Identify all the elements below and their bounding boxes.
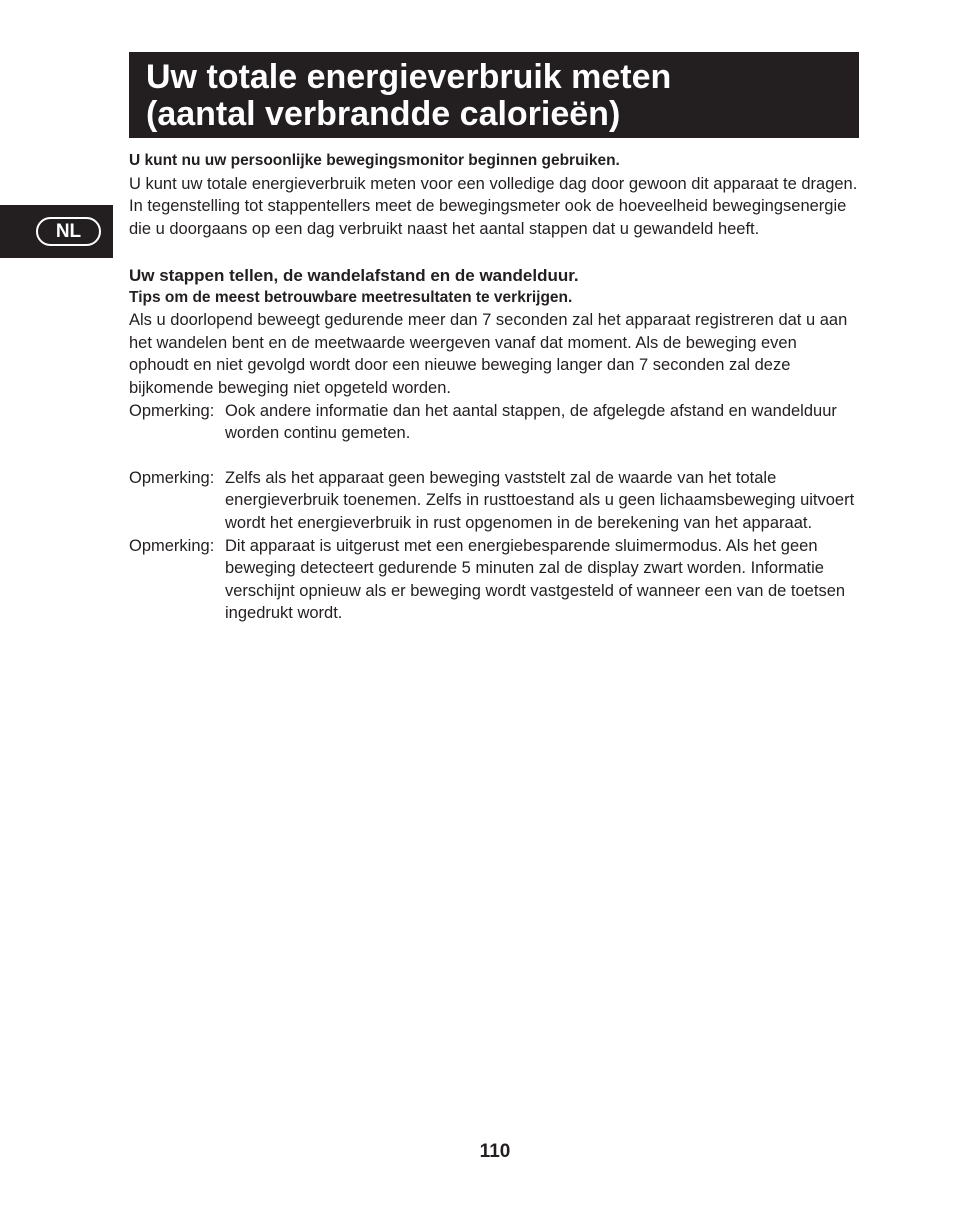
- note-label: Opmerking:: [129, 401, 215, 420]
- note-item: [129, 400, 859, 445]
- page-title-line-2: (aantal verbrandde calorieën): [146, 95, 621, 133]
- page-title-line-1: Uw totale energieverbruik meten: [146, 58, 672, 96]
- intro-paragraph: U kunt uw totale energieverbruik meten voor een volledige dag door gewoon dit apparaat te dragen. In tegenstelling tot stappentellers meet de bewegingsmeter ook de hoeveelheid bewegingsenergie die u doorgaans op een dag verbruikt naast het aantal stappen dat u gewandeld heeft.: [129, 174, 858, 238]
- language-tab: [0, 205, 113, 258]
- note-text: Dit apparaat is uitgerust met een energiebesparende sluimermodus. Als het geen beweging detecteert gedurende 5 minuten zal de display zwart worden. Informatie verschijnt opnieuw als er beweging wordt vastgesteld of wanneer een van de toetsen ingedrukt wordt.: [225, 536, 846, 623]
- note-label: Opmerking:: [129, 536, 215, 555]
- note-item: [129, 535, 859, 625]
- page-title-bar: [129, 52, 859, 138]
- note-item: [129, 467, 859, 535]
- language-label: NL: [36, 217, 101, 246]
- note-text: Ook andere informatie dan het aantal stappen, de afgelegde afstand en wandelduur worden continu gemeten.: [225, 401, 837, 443]
- note-label: Opmerking:: [129, 468, 215, 487]
- note-text: Zelfs als het apparaat geen beweging vaststelt zal de waarde van het totale energieverbruik toenemen. Zelfs in rusttoestand als u geen lichaamsbeweging uitvoert wordt het energieverbruik in rust opgenomen in de berekening van het apparaat.: [225, 468, 855, 533]
- page-number: 110: [479, 1141, 511, 1162]
- page-content: [129, 150, 859, 625]
- section-heading: Uw stappen tellen, de wandelafstand en de wandelduur.: [129, 266, 579, 286]
- section-paragraph: Als u doorlopend beweegt gedurende meer dan 7 seconden zal het apparaat registreren dat u aan het wandelen bent en de meetwaarde weergeven vanaf dat moment. Als de beweging even ophoudt en niet gevolgd wordt door een nieuwe beweging langer dan 7 seconden zal deze bijkomende beweging niet opgeteld worden.: [129, 311, 848, 398]
- tips-heading: Tips om de meest betrouwbare meetresultaten te verkrijgen.: [129, 289, 573, 307]
- intro-heading: U kunt nu uw persoonlijke bewegingsmonitor beginnen gebruiken.: [129, 152, 620, 169]
